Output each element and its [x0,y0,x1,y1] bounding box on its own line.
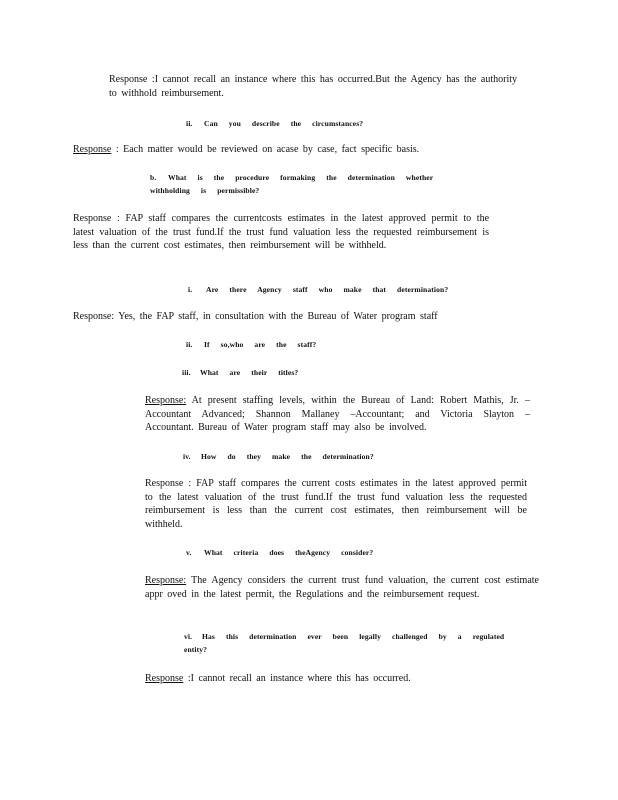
question-number: ii. [186,119,193,128]
response-label: Response: [145,395,187,406]
question [183,450,423,463]
question-number: iii. [182,368,191,377]
response-label: Response [109,74,148,85]
response-text: :I cannot recall an instance where this has occurred.But the Agency has the authority to withhold reimbursement. [109,74,518,99]
question [150,171,470,197]
response-label: Response [73,144,112,155]
question-number: v. [186,548,192,557]
response-paragraph [73,310,513,324]
response-text: :I cannot recall an instance where this has occurred. [187,673,411,684]
question-text: What criteria does theAgency consider? [204,548,374,557]
response-label: Response [73,213,112,224]
response-text: : Each matter would be reviewed on acase by case, fact specific basis. [115,144,420,155]
question-text: Can you describe the circumstances? [204,119,364,128]
question-number: i. [188,285,193,294]
question-text: If so,who are the staff? [204,340,317,349]
response-paragraph [145,477,527,531]
question-number: iv. [183,452,191,461]
response-paragraph [145,394,530,435]
response-paragraph [145,672,535,686]
response-text: : FAP staff compares the currentcosts estimates in the latest approved permit to the latest valuation of the trust fund.If the trust fund valuation less the requested reimbursement is less than the current cost estimates, then reimbursement will be withheld. [73,213,490,251]
question-text: What is the procedure formaking the determination whether withholding is permissible? [150,173,434,195]
response-paragraph [73,212,489,253]
response-label: Response [145,478,184,489]
response-label: Response: [73,311,115,322]
question-number: b. [150,173,157,182]
response-paragraph [109,73,517,100]
question [184,630,514,656]
response-text: At present staffing levels, within the Bureau of Land: Robert Mathis, Jr. – Accountant Advanced; Shannon Mallaney –Accountant; and Victoria Slayton – Accountant. Bureau of Water program staff may also be involved. [145,395,530,433]
response-text: The Agency considers the current trust fund valuation, the current cost estimate appr oved in the latest permit, the Regulations and the reimbursement request. [145,575,539,600]
question [186,546,426,559]
question-text: Has this determination ever been legally challenged by a regulated entity? [184,632,505,654]
response-label: Response: [145,575,187,586]
response-label: Response [145,673,184,684]
question-text: Are there Agency staff who make that determination? [206,285,449,294]
question [188,283,468,296]
response-paragraph [73,143,493,157]
response-text: Yes, the FAP staff, in consultation with the Bureau of Water program staff [118,311,438,322]
question-number: ii. [186,340,193,349]
question [182,366,382,379]
question [186,338,386,351]
response-text: : FAP staff compares the current costs estimates in the latest approved permit to the latest valuation of the trust fund.If the trust fund valuation less the requested reimbursement is less than the current cost estimates, then reimbursement will be withheld. [145,478,527,530]
question-text: How do they make the determination? [201,452,374,461]
response-paragraph [145,574,539,601]
question-text: What are their titles? [200,368,299,377]
question [186,117,446,130]
question-number: vi. [184,632,193,641]
